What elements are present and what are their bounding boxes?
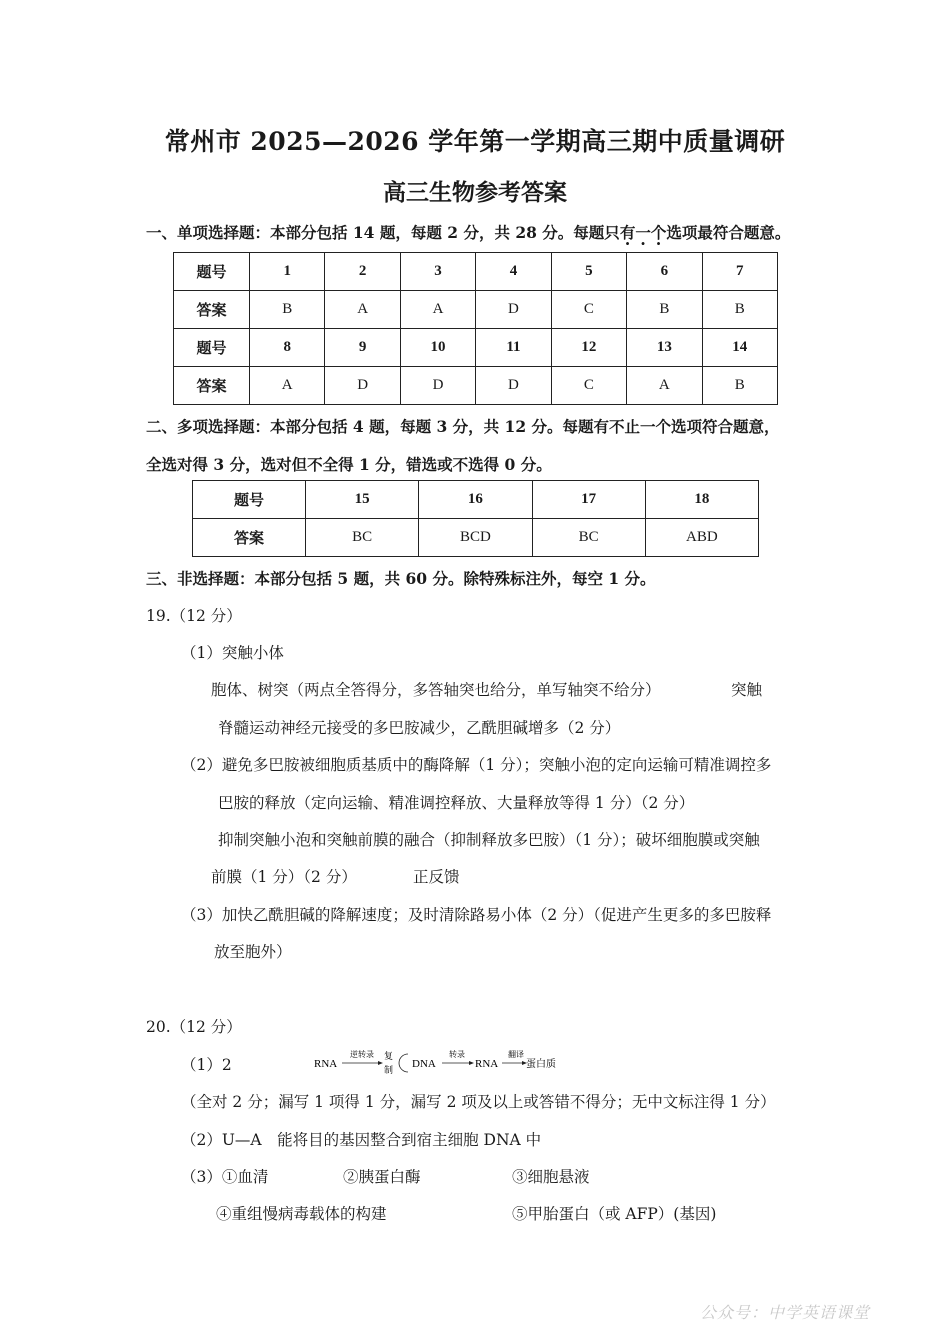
watermark: 公众号：中学英语课堂 xyxy=(700,1303,871,1322)
question-number: 10 xyxy=(400,329,475,367)
question-number: 11 xyxy=(476,329,551,367)
flow-reverse-transcription: 逆转录 xyxy=(350,1050,374,1059)
answer-cell: B xyxy=(250,291,325,329)
answer-cell: ABD xyxy=(645,519,758,557)
question-number: 16 xyxy=(419,481,532,519)
question-number: 5 xyxy=(551,253,626,291)
question-number: 9 xyxy=(325,329,400,367)
row-label-answer: 答案 xyxy=(193,519,306,557)
q20-part3-item5: ⑤甲胎蛋白（或 AFP）(基因) xyxy=(512,1205,717,1223)
answer-cell: B xyxy=(627,291,702,329)
row-label-question: 题号 xyxy=(174,253,250,291)
answer-cell: A xyxy=(325,291,400,329)
flow-replication-loop xyxy=(399,1054,408,1072)
flow-transcription: 转录 xyxy=(449,1050,465,1059)
section2-heading-line2: 全选对得 3 分，选对但不全得 1 分，错选或不选得 0 分。 xyxy=(146,455,552,474)
emphasis-char: 个 xyxy=(650,223,667,242)
row-label-answer: 答案 xyxy=(174,367,250,405)
section3-heading: 三、非选择题：本部分包括 5 题，共 60 分。除特殊标注外，每空 1 分。 xyxy=(146,569,656,588)
q19-part1: （1）突触小体 xyxy=(181,644,284,662)
emphasis-char: 有 xyxy=(619,223,636,242)
question-number: 1 xyxy=(250,253,325,291)
row-label-answer: 答案 xyxy=(174,291,250,329)
central-dogma-diagram xyxy=(312,1046,572,1078)
flow-arrowhead-1 xyxy=(378,1061,383,1065)
question-number: 8 xyxy=(250,329,325,367)
q19-part2-line1: （2）避免多巴胺被细胞质基质中的酶降解（1 分）；突触小泡的定向运输可精准调控多 xyxy=(181,756,772,774)
table-row xyxy=(174,291,778,329)
flow-rna2: RNA xyxy=(475,1058,499,1070)
section2-heading-line1: 二、多项选择题：本部分包括 4 题，每题 3 分，共 12 分。每题有不止一个选项符合题意， xyxy=(146,417,780,436)
q20-part3-item4: ④重组慢病毒载体的构建 xyxy=(216,1205,387,1223)
question-number: 2 xyxy=(325,253,400,291)
q19-part1-line2-answer: 突触 xyxy=(731,681,763,699)
answer-cell: BC xyxy=(306,519,419,557)
answer-cell: A xyxy=(627,367,702,405)
answer-cell: D xyxy=(476,367,551,405)
section1-heading-suffix: 选项最符合题意。 xyxy=(666,223,791,242)
flow-translation: 翻译 xyxy=(508,1050,524,1059)
table-row xyxy=(174,367,778,405)
emphasis-char: 一 xyxy=(635,223,651,242)
answer-cell: B xyxy=(702,367,777,405)
flow-replication-2: 制 xyxy=(384,1066,394,1076)
section1-heading xyxy=(146,221,790,243)
q20-part3-item1: （3）①血清 xyxy=(181,1168,269,1186)
q19-part3-line1: （3）加快乙酰胆碱的降解速度；及时清除路易小体（2 分）（促进产生更多的多巴胺释 xyxy=(181,906,772,924)
question-number: 7 xyxy=(702,253,777,291)
section1-heading-dotted xyxy=(620,223,667,242)
answer-cell: C xyxy=(551,291,626,329)
single-choice-table xyxy=(173,252,778,405)
question-number: 12 xyxy=(551,329,626,367)
answer-cell: A xyxy=(250,367,325,405)
question-number: 6 xyxy=(627,253,702,291)
question-number: 3 xyxy=(400,253,475,291)
q19-part2-line3: 抑制突触小泡和突触前膜的融合（抑制释放多巴胺）（1 分）；破坏细胞膜或突触 xyxy=(218,831,760,849)
table-row xyxy=(174,253,778,291)
q20-part2: （2）U—A 能将目的基因整合到宿主细胞 DNA 中 xyxy=(181,1131,542,1149)
table-row xyxy=(174,329,778,367)
q20-part1-note: （全对 2 分；漏写 1 项得 1 分，漏写 2 项及以上或答错不得分；无中文标注得 1 分） xyxy=(181,1093,776,1111)
answer-cell: C xyxy=(551,367,626,405)
row-label-question: 题号 xyxy=(174,329,250,367)
q20-part1: （1）2 xyxy=(181,1056,232,1074)
question-number: 18 xyxy=(645,481,758,519)
table-row xyxy=(193,481,759,519)
table-row xyxy=(193,519,759,557)
multi-choice-table xyxy=(192,480,759,557)
row-label-question: 题号 xyxy=(193,481,306,519)
answer-cell: A xyxy=(400,291,475,329)
flow-replication-1: 复 xyxy=(384,1052,394,1062)
question-number: 14 xyxy=(702,329,777,367)
q19-title: 19.（12 分） xyxy=(146,607,242,625)
page-subtitle: 高三生物参考答案 xyxy=(383,179,567,206)
question-number: 13 xyxy=(627,329,702,367)
q19-part1-line3: 脊髓运动神经元接受的多巴胺减少，乙酰胆碱增多（2 分） xyxy=(218,719,621,737)
answer-cell: D xyxy=(476,291,551,329)
q19-part2-line4: 前膜（1 分）（2 分） xyxy=(211,868,357,886)
flow-arrowhead-2 xyxy=(469,1061,474,1065)
flow-dna: DNA xyxy=(412,1058,436,1070)
q20-title: 20.（12 分） xyxy=(146,1018,242,1036)
answer-cell: B xyxy=(702,291,777,329)
q19-part2-line2: 巴胺的释放（定向运输、精准调控释放、大量释放等得 1 分）（2 分） xyxy=(218,794,695,812)
q20-part3-item2: ②胰蛋白酶 xyxy=(343,1168,421,1186)
q19-part2-line4-answer: 正反馈 xyxy=(413,868,460,886)
question-number: 4 xyxy=(476,253,551,291)
flow-rna1: RNA xyxy=(314,1058,338,1070)
answer-cell: D xyxy=(325,367,400,405)
q19-part1-line2: 胞体、树突（两点全答得分，多答轴突也给分，单写轴突不给分） xyxy=(211,681,661,699)
answer-cell: BC xyxy=(532,519,645,557)
answer-cell: D xyxy=(400,367,475,405)
flow-protein: 蛋白质 xyxy=(526,1059,556,1070)
answer-cell: BCD xyxy=(419,519,532,557)
question-number: 17 xyxy=(532,481,645,519)
q20-part3-item3: ③细胞悬液 xyxy=(512,1168,590,1186)
q19-part3-line2: 放至胞外） xyxy=(214,943,292,961)
section1-heading-prefix: 一、单项选择题：本部分包括 14 题，每题 2 分，共 28 分。每题只 xyxy=(146,223,620,242)
question-number: 15 xyxy=(306,481,419,519)
page-title: 常州市 2025—2026 学年第一学期高三期中质量调研 xyxy=(164,127,786,156)
